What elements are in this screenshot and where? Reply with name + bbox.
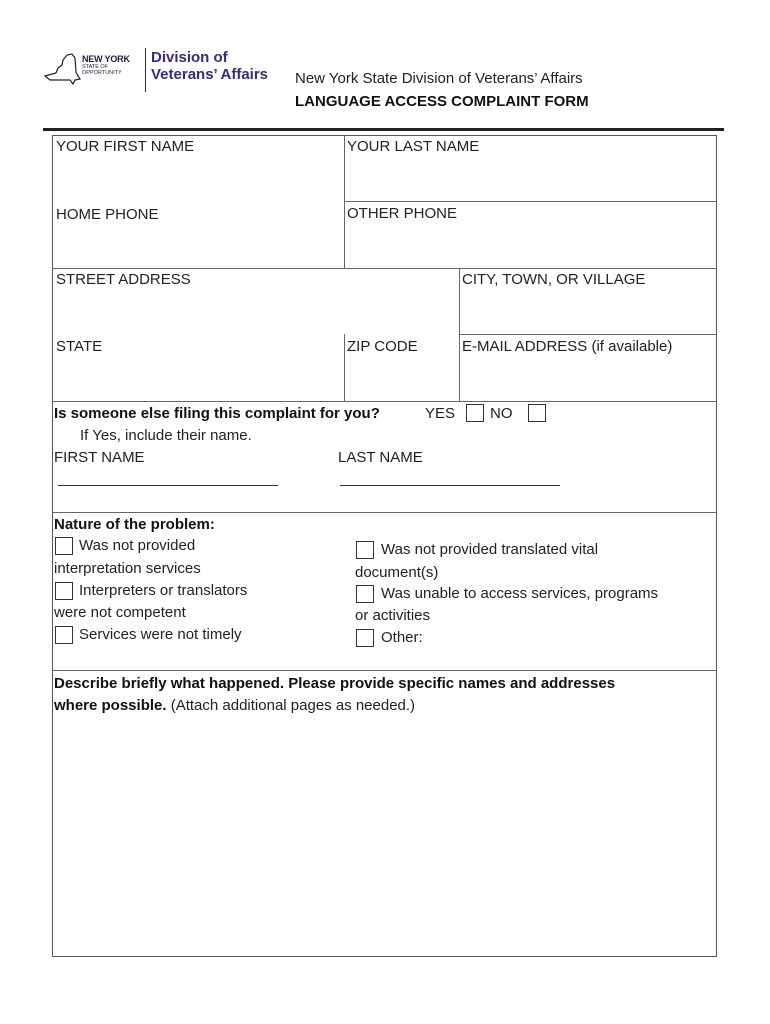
describe-heading: Describe briefly what happened. Please provide specific names and addresses: [54, 675, 616, 692]
filer-last-name-label: LAST NAME: [338, 449, 423, 466]
new-york-state-outline-icon: [42, 46, 82, 86]
other-phone-label: OTHER PHONE: [347, 205, 458, 222]
option-label: document(s): [355, 564, 439, 581]
unable-to-access-services-checkbox[interactable]: [356, 585, 374, 603]
column-divider: [459, 268, 460, 401]
filer-first-name-line[interactable]: [58, 485, 278, 486]
logo-divider: [145, 48, 146, 92]
services-not-timely-checkbox[interactable]: [55, 626, 73, 644]
filing-instruction: If Yes, include their name.: [80, 427, 252, 444]
logo-tagline: STATE OF OPPORTUNITY: [82, 64, 122, 76]
yes-checkbox[interactable]: [466, 404, 484, 422]
agency-name: New York State Division of Veterans’ Affairs: [295, 70, 583, 87]
zip-code-label: ZIP CODE: [347, 338, 418, 355]
no-label: NO: [490, 405, 513, 422]
logo-agency-line1: Division of: [151, 49, 228, 66]
option-label: or activities: [355, 607, 431, 624]
option-label: Other:: [381, 629, 423, 646]
row-divider: [52, 670, 717, 671]
city-label: CITY, TOWN, OR VILLAGE: [462, 271, 646, 288]
option-label: Was not provided translated vital: [381, 541, 599, 558]
form-title: LANGUAGE ACCESS COMPLAINT FORM: [295, 93, 589, 110]
column-divider: [344, 334, 345, 401]
column-divider: [344, 135, 345, 268]
filer-last-name-line[interactable]: [340, 485, 560, 486]
first-name-label: YOUR FIRST NAME: [56, 138, 195, 155]
option-label: Services were not timely: [79, 626, 242, 643]
option-label: Interpreters or translators: [79, 582, 248, 599]
description-area[interactable]: [53, 720, 716, 956]
option-label: were not competent: [54, 604, 186, 621]
logo-agency-line2: Veterans’ Affairs: [151, 66, 269, 83]
row-divider: [52, 268, 717, 269]
option-label: Was unable to access services, programs: [381, 585, 659, 602]
filing-question: Is someone else filing this complaint for you?: [54, 405, 380, 422]
yes-label: YES: [425, 405, 456, 422]
header-rule: [43, 128, 724, 131]
describe-subheading: where possible. (Attach additional pages as needed.): [54, 697, 416, 714]
not-provided-translated-documents-checkbox[interactable]: [356, 541, 374, 559]
filer-first-name-label: FIRST NAME: [54, 449, 145, 466]
row-divider: [52, 512, 717, 513]
logo-state-name: NEW YORK: [82, 54, 130, 64]
incompetent-interpreters-checkbox[interactable]: [55, 582, 73, 600]
row-divider: [459, 334, 717, 335]
state-label: STATE: [56, 338, 103, 355]
row-divider: [344, 201, 717, 202]
row-divider: [52, 401, 717, 402]
last-name-label: YOUR LAST NAME: [347, 138, 480, 155]
home-phone-label: HOME PHONE: [56, 206, 159, 223]
option-label: interpretation services: [54, 560, 201, 577]
nys-dva-logo: [42, 46, 287, 94]
problem-heading: Nature of the problem:: [54, 516, 215, 533]
email-label: E-MAIL ADDRESS (if available): [462, 338, 673, 355]
option-label: Was not provided: [79, 537, 196, 554]
not-provided-interpretation-checkbox[interactable]: [55, 537, 73, 555]
no-checkbox[interactable]: [528, 404, 546, 422]
street-address-label: STREET ADDRESS: [56, 271, 191, 288]
other-checkbox[interactable]: [356, 629, 374, 647]
